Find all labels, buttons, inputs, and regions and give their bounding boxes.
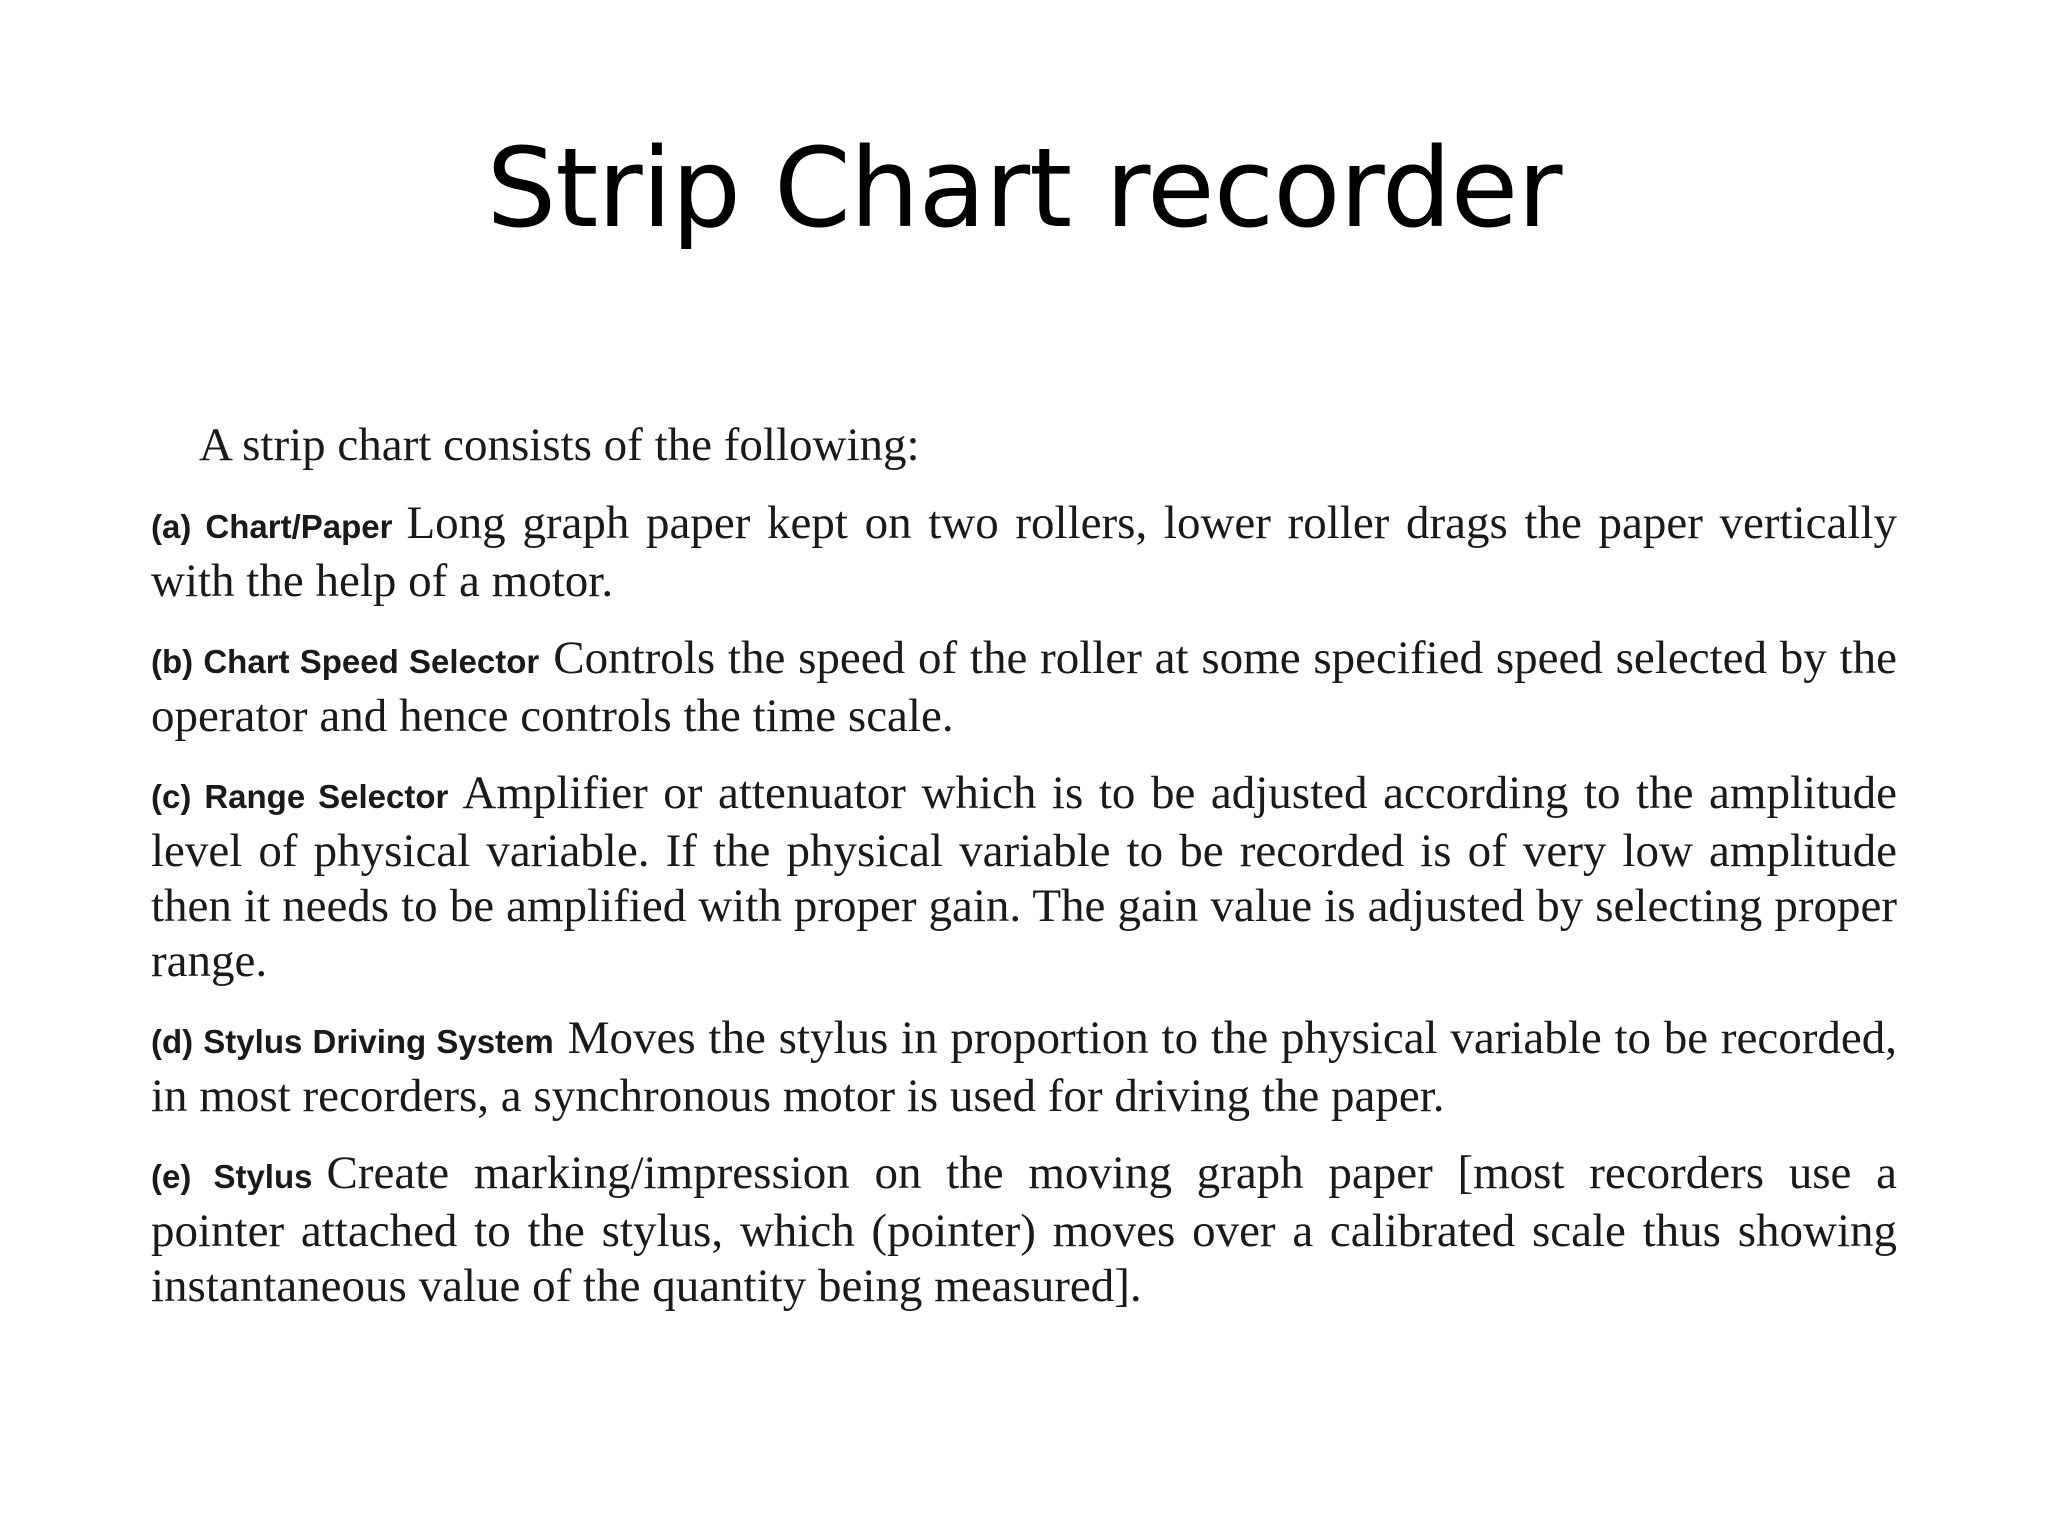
slide-title: Strip Chart recorder xyxy=(486,124,1562,252)
list-item-chart-paper xyxy=(151,496,1897,609)
item-label: (d) Stylus Driving System xyxy=(151,1023,554,1060)
list-item-stylus xyxy=(151,1146,1897,1314)
list-item-stylus-driving-system xyxy=(151,1011,1897,1124)
item-label: (e) Stylus xyxy=(151,1158,313,1195)
slide-content xyxy=(151,416,1897,1336)
item-text: Moves the stylus in proportion to the physical variable to be recorded, in most recorders, a synchronous motor is used for driving the paper. xyxy=(151,1012,1897,1122)
item-text: Long graph paper kept on two rollers, lower roller drags the paper vertically with the help of a motor. xyxy=(151,497,1898,607)
item-label: (c) Range Selector xyxy=(151,778,449,815)
intro-text: A strip chart consists of the following: xyxy=(199,419,920,471)
item-text: Amplifier or attenuator which is to be adjusted according to the amplitude level of physical variable. If the physical variable to be recorded is of very low amplitude then it needs to be amplified with proper gain. The gain value is adjusted by selecting proper range. xyxy=(151,767,1897,987)
list-item-chart-speed-selector xyxy=(151,631,1897,744)
item-text: Create marking/impression on the moving graph paper [most recorders use a pointer attached to the stylus, which (pointer) moves over a calibrated scale thus showing instantaneous value of the quantity being measured]. xyxy=(151,1147,1897,1312)
list-item-range-selector xyxy=(151,766,1897,989)
item-text: Controls the speed of the roller at some specified speed selected by the operator and hence controls the time scale. xyxy=(151,632,1897,742)
item-label: (b) Chart Speed Selector xyxy=(151,643,540,680)
item-label: (a) Chart/Paper xyxy=(151,508,393,545)
